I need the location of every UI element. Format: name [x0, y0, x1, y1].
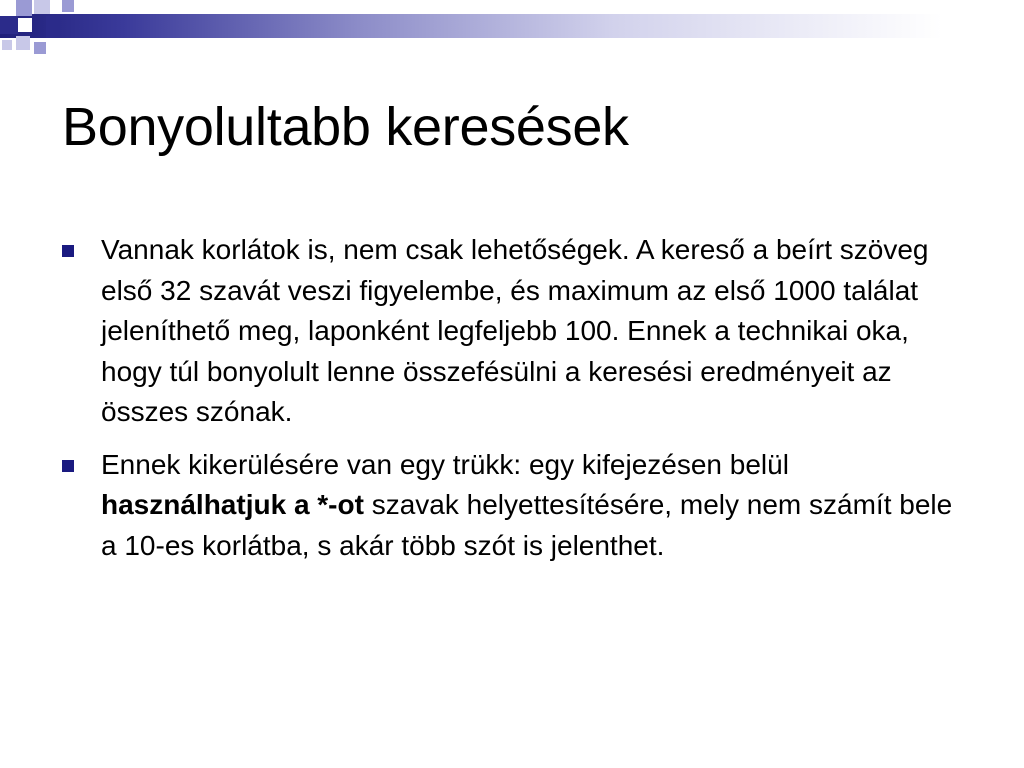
decor-square: [2, 40, 12, 50]
bullet-bold-text: használhatjuk a *-ot: [101, 489, 364, 520]
bullet-text: Vannak korlátok is, nem csak lehetőségek. A kereső a beírt szöveg első 32 szavát veszi figyelembe, és maximum az első 1000 találat jeleníthető meg, laponként legfeljebb 100. Ennek a technikai oka, hogy túl bonyolult lenne összefésülni a keresési eredményeit az összes szónak.: [101, 234, 929, 427]
bullet-item: [62, 445, 967, 567]
decor-square: [46, 16, 60, 38]
bullet-list: [62, 230, 967, 578]
bullet-text-after: szavak helyettesítésére, mely nem számít bele a 10-es korlátba, s akár több szót is jelenthet.: [101, 489, 953, 561]
slide-title: Bonyolultabb keresések: [62, 97, 629, 157]
decor-square: [34, 42, 46, 54]
decor-square: [16, 0, 32, 16]
decor-square: [16, 36, 30, 50]
header-gradient-band: [0, 14, 1024, 38]
decor-square: [34, 0, 50, 14]
decor-square: [0, 16, 18, 34]
bullet-item: [62, 230, 967, 433]
decor-square: [18, 18, 32, 32]
bullet-text-before: Ennek kikerülésére van egy trükk: egy kifejezésen belül: [101, 448, 789, 480]
decor-square: [0, 0, 16, 16]
square-bullet-icon: [62, 245, 74, 257]
square-bullet-icon: [62, 460, 74, 472]
decor-square: [62, 0, 74, 12]
